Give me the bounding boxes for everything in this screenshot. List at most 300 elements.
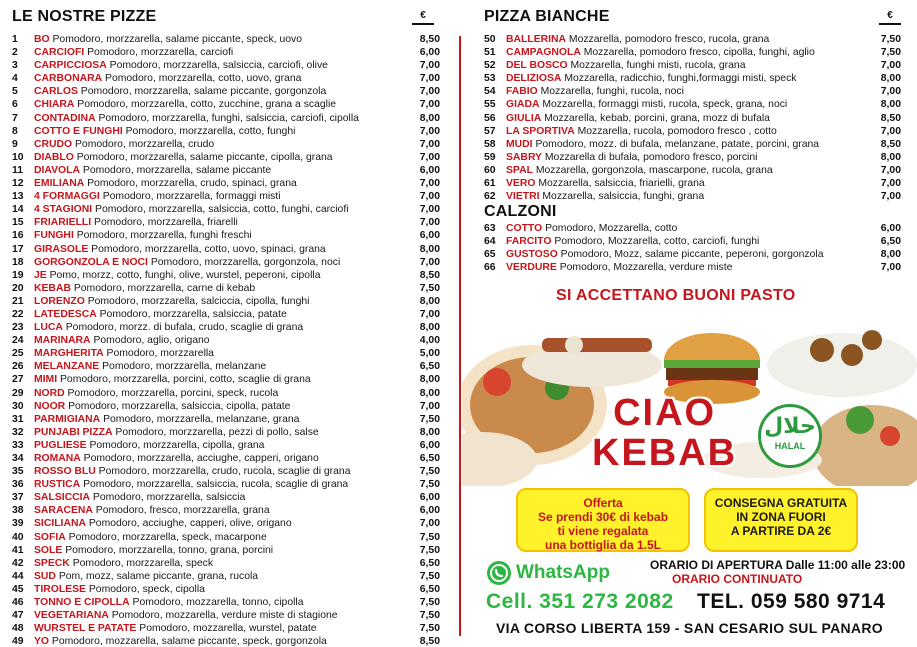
item-price: 7,50 [419, 610, 440, 622]
item-description: Pomodoro, morzz. di bufala, crudo, scaglie di grana [65, 322, 304, 334]
item-body [506, 33, 863, 46]
item-body [34, 243, 402, 256]
address: VIA CORSO LIBERTA 159 - SAN CESARIO SUL PANARO [496, 620, 883, 636]
menu-item [12, 295, 440, 308]
menu-item [12, 164, 440, 177]
item-body [34, 282, 402, 295]
item-name: CONTADINA [34, 112, 96, 124]
item-name: SALSICCIA [34, 492, 90, 504]
item-description: Pomodoro, morzzarella, crudo, spinaci, grana [87, 178, 297, 190]
item-price: 7,00 [419, 178, 440, 190]
item-name: CAMPAGNOLA [506, 47, 581, 59]
whatsapp-contact[interactable] [486, 560, 610, 586]
item-body [34, 413, 402, 426]
item-body [34, 256, 402, 269]
item-number: 6 [12, 99, 18, 111]
cell-number[interactable]: Cell. 351 273 2082 [486, 590, 674, 613]
item-number: 53 [484, 73, 496, 85]
menu-item [484, 222, 901, 235]
item-number: 29 [12, 387, 24, 399]
item-name: DELIZIOSA [506, 73, 562, 85]
item-body [34, 308, 402, 321]
menu-item [12, 570, 440, 583]
halal-label: HALAL [774, 441, 806, 451]
item-price: 8,00 [419, 387, 440, 399]
item-number: 32 [12, 426, 24, 438]
item-name: LUCA [34, 322, 63, 334]
item-price: 8,00 [880, 73, 901, 85]
item-number: 52 [484, 60, 496, 72]
item-description: Pomodoro, morzzarella, cotto, zucchine, grana a scaglie [77, 99, 337, 111]
menu-item [12, 387, 440, 400]
item-body [506, 138, 863, 151]
menu-item [12, 478, 440, 491]
item-description: Mozzarella, pomodoro fresco, rucola, grana [568, 34, 770, 45]
item-price: 7,00 [880, 191, 901, 203]
menu-item [12, 504, 440, 517]
item-name: CARBONARA [34, 73, 103, 85]
item-number: 39 [12, 518, 24, 530]
item-name: VIETRI [506, 191, 540, 203]
item-name: MARGHERITA [34, 348, 104, 360]
item-description: Pomodoro, Mozzarella, cotto, carciofi, funghi [554, 236, 760, 248]
menu-item [484, 112, 901, 125]
item-body [506, 261, 863, 274]
item-description: Pomodoro, morzzarella, salsiccia, rucola, scaglie di grana [83, 479, 349, 491]
item-price: 8,00 [419, 243, 440, 255]
item-description: Pomodoro, morzzarella, melanzane [102, 361, 267, 373]
item-price: 7,00 [419, 125, 440, 137]
menu-item [12, 334, 440, 347]
item-body [34, 439, 402, 452]
item-name: SOFIA [34, 531, 66, 543]
menu-item [12, 72, 440, 85]
item-description: Pomodoro, morzzarella, pezzi di pollo, salse [115, 426, 319, 438]
item-number: 51 [484, 47, 496, 59]
item-body [34, 373, 402, 386]
item-number: 47 [12, 610, 24, 622]
meal-voucher-notice: SI ACCETTANO BUONI PASTO [556, 287, 796, 304]
item-number: 3 [12, 60, 18, 72]
menu-item [12, 635, 440, 647]
item-price: 7,00 [880, 178, 901, 190]
item-number: 12 [12, 178, 24, 190]
item-name: CARCIOFI [34, 47, 85, 59]
offer-box [516, 488, 690, 552]
item-name: SPECK [34, 557, 70, 569]
item-name: MELANZANE [34, 361, 100, 373]
item-body [34, 360, 402, 373]
item-body [506, 72, 863, 85]
item-price: 7,00 [880, 262, 901, 274]
menu-item [12, 347, 440, 360]
item-body [34, 125, 402, 138]
item-number: 1 [12, 34, 18, 45]
item-description: Pomodoro, mozzarella, tonno, cipolla [132, 597, 304, 609]
item-name: SPAL [506, 164, 533, 176]
item-number: 25 [12, 348, 24, 360]
item-description: Mozzarella, kebab, porcini, grana, mozz di bufala [544, 112, 770, 124]
item-price: 6,50 [880, 236, 901, 248]
menu-item [484, 138, 901, 151]
item-number: 64 [484, 236, 496, 248]
item-price: 8,50 [880, 112, 901, 124]
item-description: Pomodoro, morzzarella, carciofi [87, 47, 234, 59]
item-price: 8,50 [419, 34, 440, 45]
item-number: 26 [12, 361, 24, 373]
item-number: 34 [12, 453, 24, 464]
item-description: Pomodoro, morzzarella, carne di kebab [73, 282, 256, 294]
item-body [34, 570, 402, 583]
item-description: Mozzarella, gorgonzola, mascarpone, rucola, grana [535, 164, 773, 176]
item-name: SUD [34, 570, 56, 582]
item-body [34, 269, 402, 282]
item-name: MIMI [34, 374, 58, 386]
menu-item [12, 203, 440, 216]
item-body [34, 216, 402, 229]
menu-item [12, 269, 440, 282]
menu-item [12, 531, 440, 544]
item-description: Pomodoro, morzzarella, crudo, rucola, scaglie di grana [98, 466, 351, 478]
menu-item [12, 216, 440, 229]
item-name: FABIO [506, 86, 538, 98]
item-description: Pomodoro, mozzarella, salame piccante, speck, gorgonzola [51, 636, 327, 647]
item-body [34, 229, 402, 242]
item-body [34, 46, 402, 59]
item-description: Pomodoro, morzzarella, porcini, speck, rucola [67, 387, 279, 399]
item-number: 24 [12, 335, 24, 347]
item-number: 59 [484, 151, 496, 163]
item-body [34, 190, 402, 203]
menu-item [484, 72, 901, 85]
item-number: 54 [484, 86, 496, 98]
item-name: 4 FORMAGGI [34, 191, 100, 203]
menu-item [484, 235, 901, 248]
item-description: Pomodoro, morzzarella, formaggi misti [102, 191, 281, 203]
item-description: Pomodoro, morzzarella, cipolla, grana [89, 439, 265, 451]
item-number: 2 [12, 47, 18, 59]
item-price: 8,50 [880, 138, 901, 150]
whatsapp-label: WhatsApp [516, 562, 610, 583]
item-body [34, 203, 402, 216]
item-body [506, 164, 863, 177]
item-name: SABRY [506, 151, 542, 163]
item-number: 4 [12, 73, 18, 85]
item-name: LA SPORTIVA [506, 125, 575, 137]
item-body [34, 491, 402, 504]
item-description: Pomodoro, morzzarella, cotto, uovo, spinaci, grana [91, 243, 326, 255]
item-price: 7,50 [419, 466, 440, 478]
item-body [506, 235, 863, 248]
item-body [506, 59, 863, 72]
item-description: Pomodoro, morzzarella, salame piccante, cipolla, grana [76, 151, 333, 163]
item-body [34, 334, 402, 347]
item-description: Mozzarella, pomodoro fresco, cipolla, funghi, aglio [583, 47, 815, 59]
item-body [34, 151, 402, 164]
item-description: Mozzarella, funghi misti, rucola, grana [570, 60, 746, 72]
item-body [34, 517, 402, 530]
item-number: 14 [12, 204, 24, 216]
item-description: Pomodoro, morzzarella, tonno, grana, porcini [65, 544, 274, 556]
menu-item [12, 321, 440, 334]
item-description: Pomodoro, morzzarella [106, 348, 214, 360]
item-number: 42 [12, 557, 24, 569]
item-name: LATEDESCA [34, 308, 97, 320]
item-number: 22 [12, 308, 24, 320]
item-price: 7,00 [880, 125, 901, 137]
item-description: Pomodoro, morzzarella, friarelli [94, 217, 238, 229]
item-price: 7,00 [419, 308, 440, 320]
item-description: Pom, mozz, salame piccante, grana, rucola [58, 570, 259, 582]
menu-item [12, 426, 440, 439]
item-name: PUNJABI PIZZA [34, 426, 113, 438]
item-number: 35 [12, 466, 24, 478]
item-name: SARACENA [34, 505, 93, 517]
item-number: 5 [12, 86, 18, 98]
item-number: 44 [12, 570, 24, 582]
item-body [506, 248, 863, 261]
item-number: 55 [484, 99, 496, 111]
item-description: Pomodoro, Mozzarella, cotto [545, 223, 678, 234]
item-name: PARMIGIANA [34, 413, 101, 425]
item-description: Pomodoro, morzzarella, gorgonzola, noci [150, 256, 341, 268]
item-body [34, 98, 402, 111]
item-body [34, 400, 402, 413]
item-number: 31 [12, 413, 24, 425]
item-price: 7,50 [419, 544, 440, 556]
item-price: 6,00 [419, 47, 440, 59]
menu-item [12, 596, 440, 609]
item-description: Mozzarella di bufala, pomodoro fresco, porcini [544, 151, 758, 163]
menu-item [484, 177, 901, 190]
item-price: 6,00 [419, 164, 440, 176]
item-description: Pomodoro, fresco, morzzarella, grana [95, 505, 270, 517]
item-name: LORENZO [34, 295, 85, 307]
delivery-line: IN ZONA FUORI [736, 510, 826, 524]
opening-hours: ORARIO DI APERTURA Dalle 11:00 alle 23:00 [650, 558, 906, 572]
item-price: 8,00 [880, 151, 901, 163]
item-description: Pomodoro, morzzarella, crudo [75, 138, 215, 150]
item-description: Pomodoro, morzzarella, salame piccante, gorgonzola [80, 86, 327, 98]
item-body [34, 177, 402, 190]
item-description: Pomodoro, morzzarella, salame piccante, speck, uovo [52, 34, 302, 45]
menu-item [12, 138, 440, 151]
item-number: 61 [484, 178, 496, 190]
item-body [506, 125, 863, 138]
item-price: 6,00 [419, 439, 440, 451]
item-price: 8,50 [419, 636, 440, 647]
menu-item [12, 360, 440, 373]
item-number: 27 [12, 374, 24, 386]
item-description: Pomodoro, acciughe, capperi, olive, origano [88, 518, 292, 530]
menu-item [484, 248, 901, 261]
item-price: 6,00 [419, 230, 440, 242]
item-number: 19 [12, 269, 24, 281]
item-name: CARPICCIOSA [34, 60, 107, 72]
item-body [34, 321, 402, 334]
item-body [34, 164, 402, 177]
item-number: 45 [12, 583, 24, 595]
delivery-box [704, 488, 858, 552]
item-number: 10 [12, 151, 24, 163]
item-price: 8,00 [419, 322, 440, 334]
item-body [34, 504, 402, 517]
menu-item [484, 85, 901, 98]
item-price: 8,00 [419, 374, 440, 386]
item-description: Pomodoro, morzzarella, porcini, cotto, scaglie di grana [59, 374, 311, 386]
item-price: 5,00 [419, 348, 440, 360]
item-number: 11 [12, 164, 23, 176]
item-price: 6,50 [419, 557, 440, 569]
menu-item [12, 33, 440, 46]
item-number: 18 [12, 256, 24, 268]
item-body [34, 557, 402, 570]
item-price: 4,00 [419, 335, 440, 347]
item-price: 7,50 [880, 47, 901, 59]
item-body [506, 85, 863, 98]
item-name: ROSSO BLU [34, 466, 96, 478]
item-number: 62 [484, 191, 496, 203]
item-name: VERO [506, 178, 536, 190]
item-price: 8,00 [419, 426, 440, 438]
item-body [34, 33, 402, 46]
delivery-line: A PARTIRE DA 2€ [730, 524, 832, 538]
item-price: 7,50 [880, 34, 901, 45]
item-description: Pomodoro, morzzarella, salame piccante [82, 164, 272, 176]
item-name: DEL BOSCO [506, 60, 568, 72]
item-number: 36 [12, 479, 24, 491]
item-price: 7,00 [419, 256, 440, 268]
item-number: 40 [12, 531, 24, 543]
item-number: 58 [484, 138, 496, 150]
item-number: 41 [12, 544, 24, 556]
menu-item [12, 98, 440, 111]
menu-item [484, 151, 901, 164]
item-name: VEGETARIANA [34, 610, 109, 622]
item-body [34, 85, 402, 98]
item-number: 60 [484, 164, 496, 176]
item-number: 13 [12, 191, 24, 203]
item-price: 6,50 [419, 361, 440, 373]
offer-title: Offerta [583, 496, 623, 510]
item-name: DIABLO [34, 151, 74, 163]
item-body [34, 138, 402, 151]
item-body [34, 465, 402, 478]
menu-item [12, 400, 440, 413]
item-body [34, 596, 402, 609]
phone-number[interactable]: TEL. 059 580 9714 [697, 590, 886, 613]
item-description: Pomodoro, mozzarella, verdure miste di stagione [111, 610, 338, 622]
item-number: 38 [12, 505, 24, 517]
item-name: CHIARA [34, 99, 75, 111]
item-body [506, 112, 863, 125]
item-body [506, 222, 863, 235]
item-name: NOOR [34, 400, 66, 412]
item-description: Pomodoro, morzzarella, cotto, uovo, grana [105, 73, 302, 85]
item-number: 7 [12, 112, 18, 124]
item-name: COTTO [506, 223, 543, 234]
halal-arabic: حلال [764, 413, 816, 438]
menu-item [12, 85, 440, 98]
item-number: 20 [12, 282, 24, 294]
menu-item [484, 46, 901, 59]
item-price: 6,50 [419, 453, 440, 464]
item-name: RUSTICA [34, 479, 81, 491]
item-name: MUDI [506, 138, 533, 150]
brand-logo [592, 393, 737, 473]
brand-line-2: KEBAB [592, 432, 738, 474]
item-body [34, 426, 402, 439]
menu-item [12, 190, 440, 203]
pizza-bianche-list [484, 33, 901, 203]
item-description: Pomodoro, morzzarella, speck, macarpone [68, 531, 267, 543]
item-body [34, 112, 402, 125]
menu-item [12, 112, 440, 125]
item-price: 7,00 [419, 99, 440, 111]
item-description: Mozzarella, salsiccia, friarielli, grana [538, 178, 705, 190]
item-name: SICILIANA [34, 518, 86, 530]
menu-item [12, 59, 440, 72]
item-price: 7,00 [880, 86, 901, 98]
menu-item [484, 261, 901, 274]
item-name: DIAVOLA [34, 164, 80, 176]
offer-line: una bottiglia da 1.5L [544, 538, 661, 552]
menu-item [12, 583, 440, 596]
item-name: MARINARA [34, 335, 91, 347]
item-price: 7,00 [419, 151, 440, 163]
item-number: 63 [484, 223, 496, 234]
item-price: 7,00 [419, 191, 440, 203]
item-name: WURSTEL E PATATE [34, 623, 137, 635]
item-body [34, 72, 402, 85]
menu-item [12, 177, 440, 190]
item-body [34, 609, 402, 622]
menu-item [12, 439, 440, 452]
item-body [34, 622, 402, 635]
item-description: Mozzarella, rucola, pomodoro fresco , cotto [577, 125, 777, 137]
calzoni-title: CALZONI [484, 203, 557, 220]
offer-line: ti viene regalata [557, 524, 649, 538]
item-price: 7,00 [419, 518, 440, 530]
item-number: 48 [12, 623, 24, 635]
right-title: PIZZA BIANCHE [484, 8, 610, 25]
item-number: 49 [12, 636, 24, 647]
item-price: 7,00 [419, 204, 440, 216]
item-name: VERDURE [506, 262, 557, 274]
left-currency: € [412, 10, 434, 25]
item-body [506, 151, 863, 164]
continuous-hours: ORARIO CONTINUATO [672, 572, 803, 586]
item-description: Pomodoro, morzzarella, salciccia, cipolla, funghi [87, 295, 310, 307]
item-number: 16 [12, 230, 24, 242]
menu-item [12, 243, 440, 256]
item-name: GIRASOLE [34, 243, 89, 255]
item-description: Mozzarella, salsiccia, funghi, grana [542, 191, 705, 203]
item-price: 6,50 [419, 583, 440, 595]
item-description: Pomodoro, Mozz, salame piccante, peperoni, gorgonzola [560, 249, 824, 261]
item-price: 6,00 [419, 492, 440, 504]
item-number: 57 [484, 125, 496, 137]
menu-item [12, 229, 440, 242]
menu-item [484, 190, 901, 203]
item-name: COTTO E FUNGHI [34, 125, 123, 137]
pizza-list [12, 33, 440, 647]
item-name: YO [34, 636, 50, 647]
calzoni-list [484, 222, 901, 274]
item-body [34, 59, 402, 72]
item-name: CARLOS [34, 86, 78, 98]
menu-item [12, 308, 440, 321]
